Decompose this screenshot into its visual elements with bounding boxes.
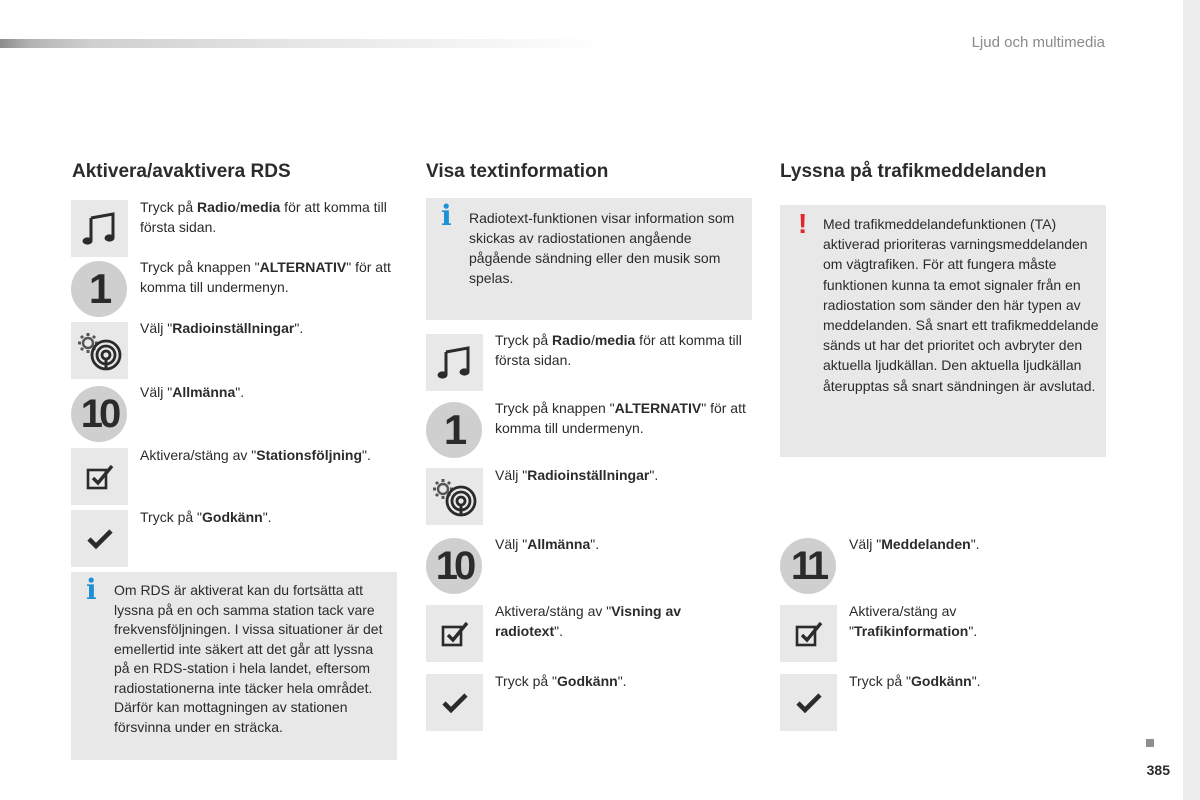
music-note-icon <box>426 334 483 391</box>
col3-step-3: Tryck på "Godkänn". <box>849 673 981 689</box>
col1-step-2: Tryck på knappen "ALTERNATIV" för att komma till undermenyn. <box>140 259 391 295</box>
col2-step-4: Välj "Allmänna". <box>495 536 600 552</box>
col1-info-text: Om RDS är aktiverat kan du fortsätta att lyssna på en och samma station tack vare frekvensföljningen. I vissa situationer är det emellertid inte säkert att det går att lyssna på en RDS-station i hela landet, eftersom radiostationerna inte täcker hela området. Därför kan mottagningen av stationen försvinna under en sträcka. <box>114 582 383 735</box>
header-bar <box>0 39 610 48</box>
step-number-1: 1 <box>426 402 482 458</box>
col1-title: Aktivera/avaktivera RDS <box>72 161 291 182</box>
col1-step-6: Tryck på "Godkänn". <box>140 509 272 525</box>
col3-step-2: Aktivera/stäng av "Trafikinformation". <box>849 603 978 639</box>
checkmark-icon <box>71 510 128 567</box>
music-note-icon <box>71 200 128 257</box>
checkbox-icon <box>780 605 837 662</box>
col2-title: Visa textinformation <box>426 161 609 182</box>
col3-warning-box <box>780 205 1106 457</box>
col2-step-2: Tryck på knappen "ALTERNATIV" för att komma till undermenyn. <box>495 400 746 436</box>
radio-settings-icon <box>426 468 483 525</box>
col3-title: Lyssna på trafikmeddelanden <box>780 161 1047 182</box>
checkmark-icon <box>780 674 837 731</box>
col2-step-5: Aktivera/stäng av "Visning av radiotext". <box>495 603 682 639</box>
col1-step-3: Välj "Radioinställningar". <box>140 320 304 336</box>
col2-info-text: Radiotext-funktionen visar information som skickas av radiostationen angående pågående sändning eller den musik som spelas. <box>469 210 735 286</box>
step-number-1: 1 <box>71 261 127 317</box>
col2-step-3: Välj "Radioinställningar". <box>495 467 659 483</box>
checkmark-icon <box>426 674 483 731</box>
col3-warning-text: Med trafikmeddelandefunktionen (TA) aktiverad prioriteras varningsmeddelanden om vägtrafiken. För att fungera måste funktionen kunna ta emot signaler från en radiostation som sänder den här typen av meddelanden. Så snart ett trafikmeddelande sänds ut har det prioritet och avbryter den aktuella ljudkällan. Den aktuella ljudkällan återupptas så snart sändningen är avslutad. <box>823 216 1099 394</box>
checkbox-icon <box>71 448 128 505</box>
step-number-10: 10 <box>426 538 482 594</box>
section-title: Ljud och multimedia <box>971 34 1105 51</box>
col2-step-6: Tryck på "Godkänn". <box>495 673 627 689</box>
page-number: 385 <box>1146 762 1170 778</box>
col2-step-1: Tryck på Radio/media för att komma till första sidan. <box>495 332 742 368</box>
info-icon: i <box>441 199 452 232</box>
warning-icon: ! <box>798 208 808 239</box>
step-number-11: 11 <box>780 538 836 594</box>
col1-step-4: Välj "Allmänna". <box>140 384 245 400</box>
radio-settings-icon <box>71 322 128 379</box>
col3-step-1: Välj "Meddelanden". <box>849 536 980 552</box>
checkbox-icon <box>426 605 483 662</box>
page-marker <box>1146 739 1154 747</box>
info-icon: i <box>86 573 97 606</box>
col1-step-5: Aktivera/stäng av "Stationsföljning". <box>140 447 371 463</box>
step-number-10: 10 <box>71 386 127 442</box>
page-edge-strip <box>1183 0 1200 800</box>
col1-step-1: Tryck på Radio/media för att komma till första sidan. <box>140 199 387 235</box>
col2-info-box <box>426 198 752 320</box>
col1-info-box <box>71 572 397 760</box>
